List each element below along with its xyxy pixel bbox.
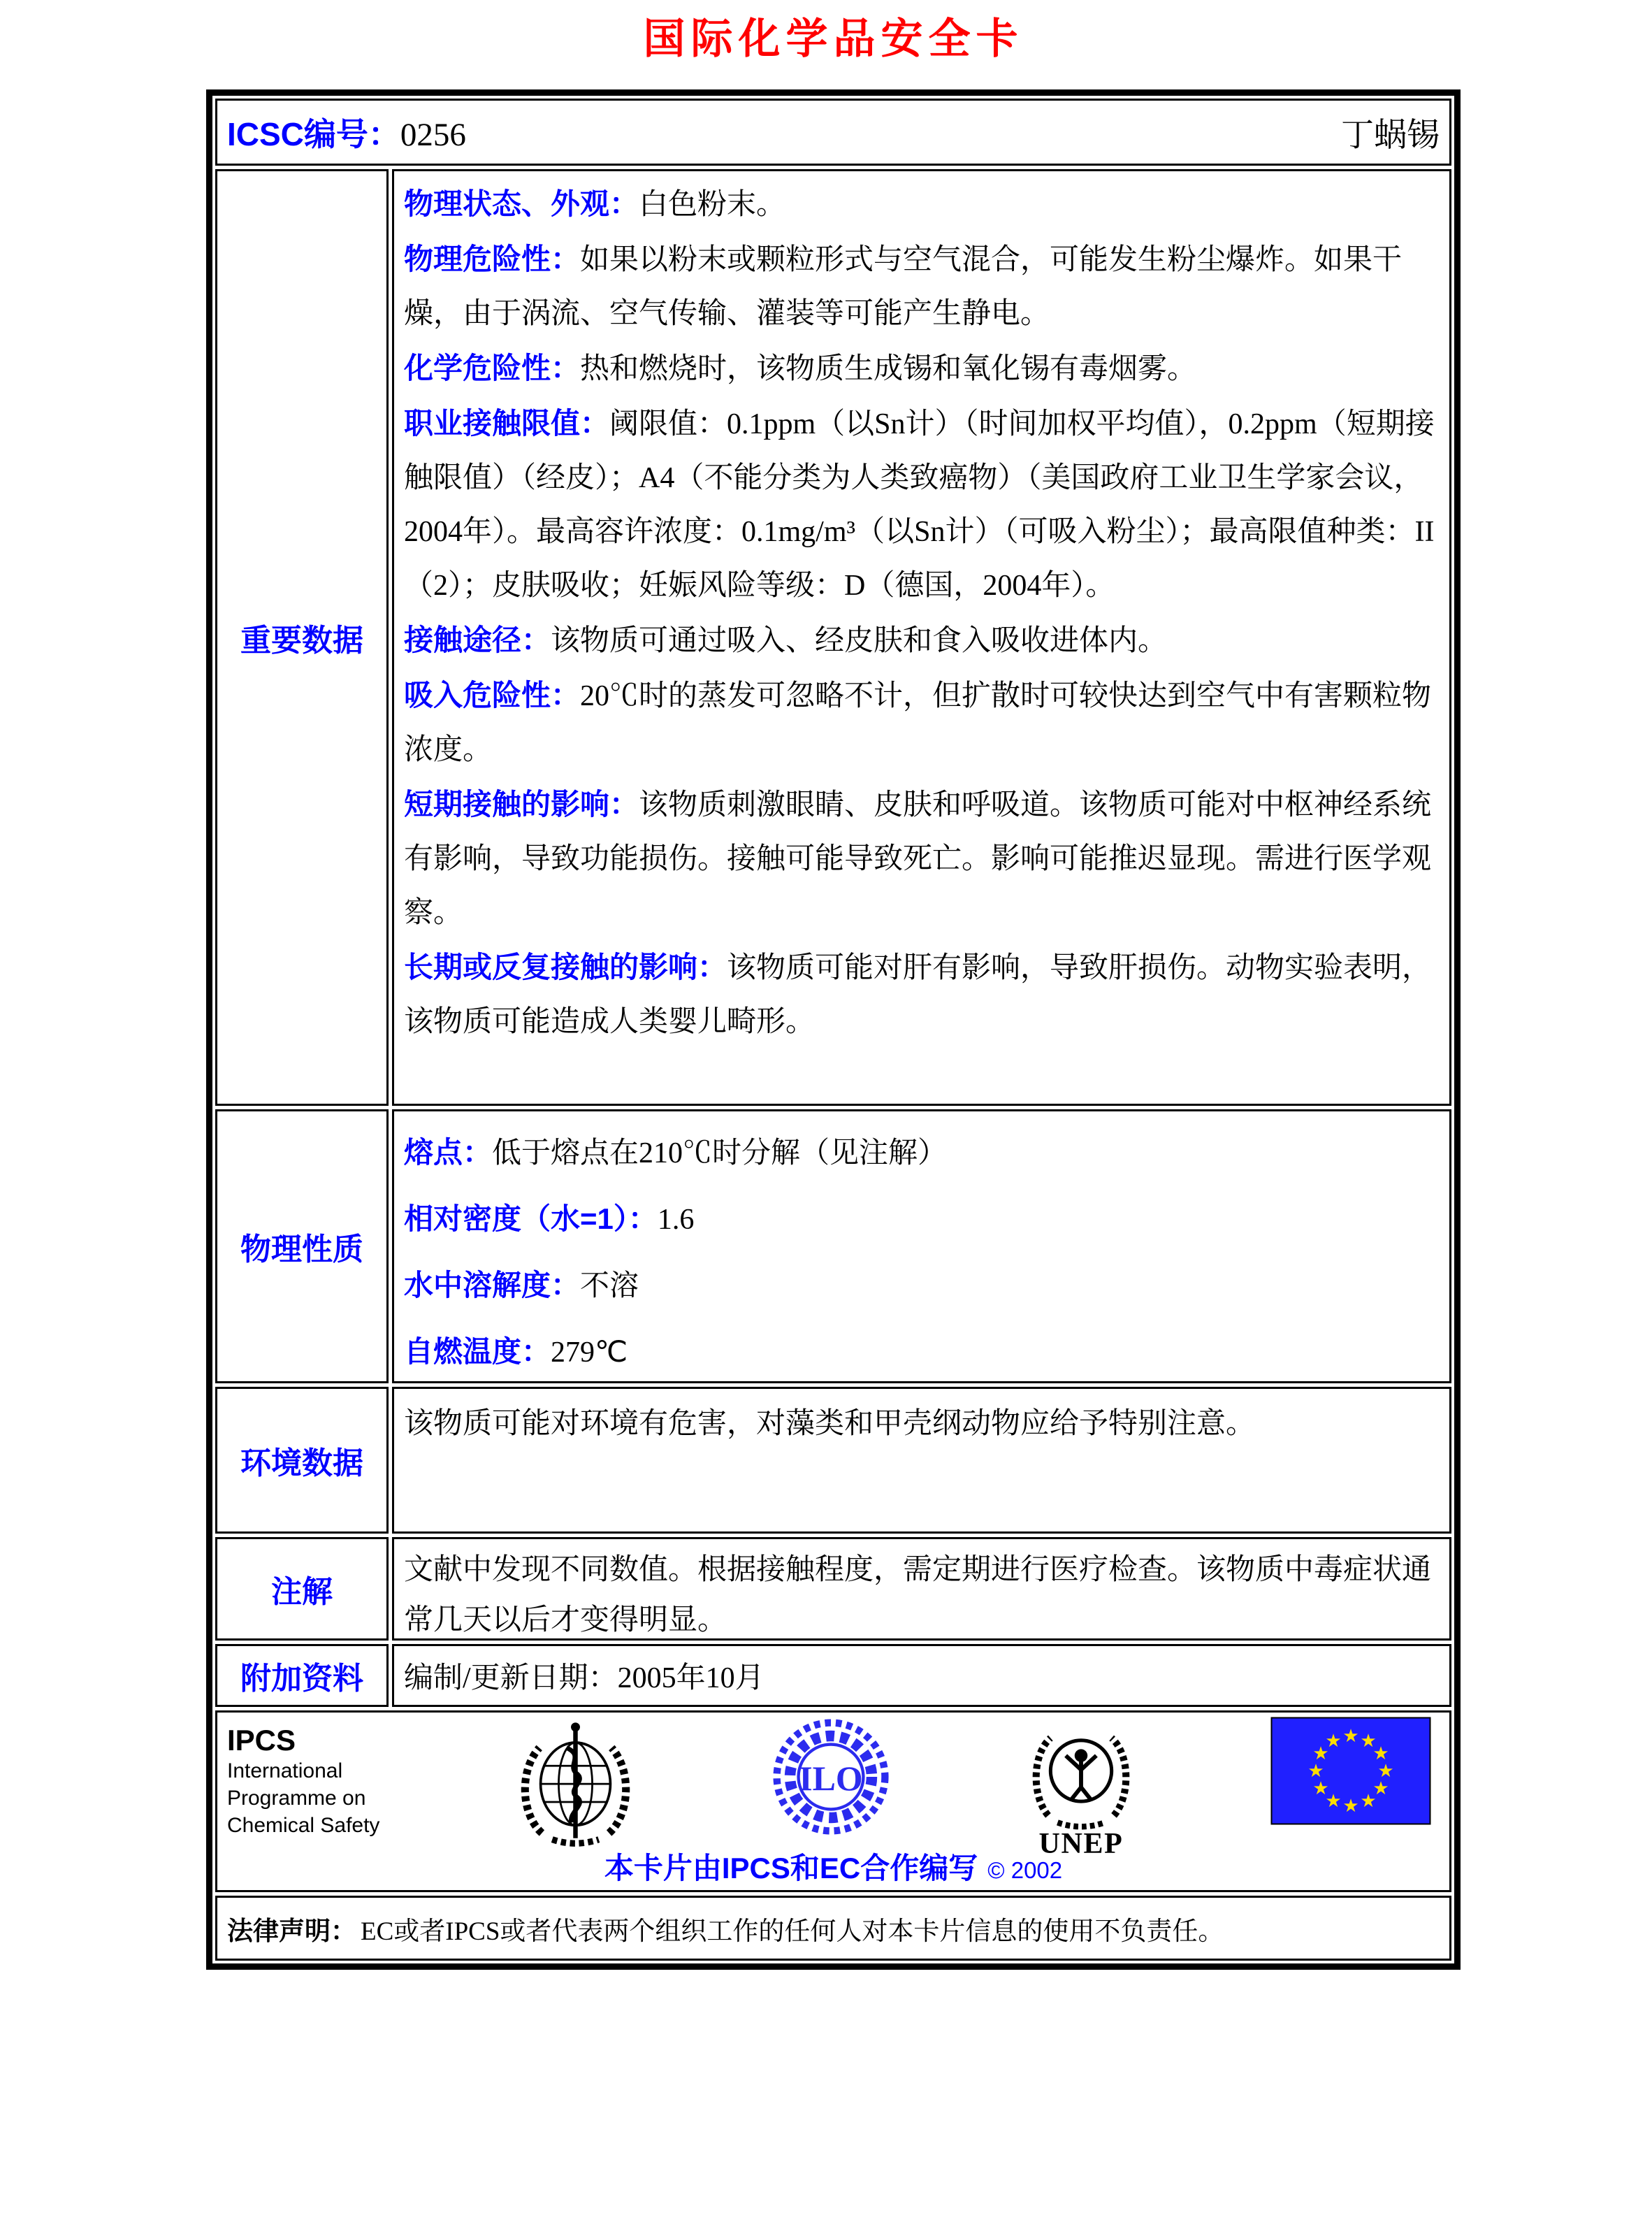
- field-melting-point: 熔点：低于熔点在210℃时分解（见注解）: [404, 1136, 948, 1169]
- field-physical-state: 物理状态、外观：白色粉末。: [404, 187, 786, 221]
- physical-properties-content: [392, 1109, 1451, 1383]
- copyright-text: © 2002: [987, 1857, 1063, 1883]
- svg-text:ILO: ILO: [799, 1759, 863, 1798]
- notes-row: [215, 1537, 1451, 1641]
- header-row: [215, 99, 1451, 166]
- svg-text:★: ★: [1377, 1761, 1394, 1782]
- legal-notice-row: [215, 1896, 1451, 1961]
- field-routes-of-exposure: 接触途径：该物质可通过吸入、经皮肤和食入吸收进体内。: [404, 623, 1168, 657]
- field-physical-dangers: 物理危险性：如果以粉末或颗粒形式与空气混合，可能发生粉尘爆炸。如果干燥，由于涡流、空气传输、灌装等可能产生静电。: [404, 243, 1403, 330]
- section-label-notes: 注解: [215, 1537, 389, 1641]
- svg-text:★: ★: [1325, 1791, 1342, 1812]
- cooperation-caption: [217, 1845, 1449, 1887]
- field-occupational-exposure-limits: 职业接触限值：阈限值：0.1ppm（以Sn计）（时间加权平均值），0.2ppm（短期接触限值）（经皮）；A4（不能分类为人类致癌物）（美国政府工业卫生学家会议，2004年）。最高容许浓度：0.1mg/m³（以Sn计）（可吸入粉尘）；最高限值种类：II（2）；皮肤吸收；妊娠风险等级：D（德国，2004年）。: [404, 407, 1435, 602]
- additional-info-row: [215, 1644, 1451, 1707]
- section-label-important-data: 重要数据: [215, 169, 389, 1106]
- svg-text:★: ★: [1372, 1743, 1389, 1764]
- ilo-icon: [771, 1717, 891, 1840]
- header-cell: [215, 99, 1451, 166]
- icsc-number-group: [227, 109, 466, 155]
- page-title: 国际化学品安全卡: [643, 15, 1024, 62]
- field-water-solubility: 水中溶解度：不溶: [404, 1269, 639, 1302]
- section-label-environmental-data: 环境数据: [215, 1387, 389, 1534]
- ipcs-abbr: IPCS: [227, 1724, 296, 1757]
- who-icon: [511, 1717, 640, 1857]
- field-long-term-effects: 长期或反复接触的影响：该物质可能对肝有影响，导致肝损伤。动物实验表明，该物质可能造成人类婴儿畸形。: [404, 951, 1432, 1038]
- legal-notice-label: 法律声明：: [227, 1916, 356, 1945]
- svg-text:★: ★: [1325, 1731, 1342, 1752]
- safety-card-table: [206, 89, 1461, 1970]
- important-data-row: [215, 169, 1451, 1106]
- field-inhalation-risk: 吸入危险性：20℃时的蒸发可忽略不计，但扩散时可较快达到空气中有害颗粒物浓度。: [404, 679, 1432, 766]
- ipcs-text-block: [227, 1717, 379, 1839]
- svg-text:★: ★: [1360, 1791, 1377, 1812]
- svg-text:UNEP: UNEP: [1038, 1828, 1124, 1858]
- field-chemical-dangers: 化学危险性：热和燃烧时，该物质生成锡和氧化锡有毒烟雾。: [404, 352, 1197, 385]
- notes-content: [392, 1537, 1451, 1641]
- physical-properties-row: [215, 1109, 1451, 1383]
- update-date-text: 编制/更新日期：2005年10月: [404, 1662, 765, 1694]
- eu-flag-icon: [1270, 1717, 1431, 1829]
- logos-row: [215, 1710, 1451, 1892]
- environmental-data-text: 该物质可能对环境有危害，对藻类和甲壳纲动物应给予特别注意。: [404, 1408, 1256, 1440]
- ipcs-line-2: Programme on: [227, 1787, 366, 1810]
- ipcs-line-1: International: [227, 1759, 343, 1782]
- field-short-term-effects: 短期接触的影响：该物质刺激眼睛、皮肤和呼吸道。该物质可能对中枢神经系统有影响，导致功能损伤。接触可能导致死亡。影响可能推迟显现。需进行医学观察。: [404, 788, 1432, 929]
- ipcs-line-3: Chemical Safety: [227, 1814, 380, 1837]
- svg-text:★: ★: [1342, 1796, 1359, 1817]
- svg-text:★: ★: [1312, 1743, 1329, 1764]
- svg-text:★: ★: [1312, 1778, 1329, 1799]
- svg-text:★: ★: [1372, 1778, 1389, 1799]
- chemical-name: 丁蜗锡: [1341, 117, 1440, 154]
- svg-text:★: ★: [1342, 1726, 1359, 1747]
- logos-cell: [215, 1710, 1451, 1892]
- icsc-number-label: ICSC编号：: [227, 116, 400, 152]
- section-label-physical-properties: 物理性质: [215, 1109, 389, 1383]
- notes-text: 文献中发现不同数值。根据接触程度，需定期进行医疗检查。该物质中毒症状通常几天以后才变得明显。: [404, 1554, 1432, 1636]
- field-relative-density: 相对密度（水=1）：1.6: [404, 1202, 695, 1236]
- svg-text:★: ★: [1307, 1761, 1324, 1782]
- additional-info-content: [392, 1644, 1451, 1707]
- icsc-number-value: 0256: [400, 117, 466, 153]
- unep-icon: [1022, 1717, 1140, 1861]
- section-label-additional-info: 附加资料: [215, 1644, 389, 1707]
- environmental-data-content: [392, 1387, 1451, 1534]
- svg-text:★: ★: [1360, 1731, 1377, 1752]
- environmental-data-row: [215, 1387, 1451, 1534]
- caption-text: 本卡片由IPCS和EC合作编写: [604, 1852, 978, 1884]
- legal-notice-cell: [215, 1896, 1451, 1961]
- legal-notice-text: EC或者IPCS或者代表两个组织工作的任何人对本卡片信息的使用不负责任。: [361, 1917, 1224, 1946]
- field-autoignition-temperature: 自燃温度：279℃: [404, 1335, 628, 1369]
- important-data-content: [392, 169, 1451, 1106]
